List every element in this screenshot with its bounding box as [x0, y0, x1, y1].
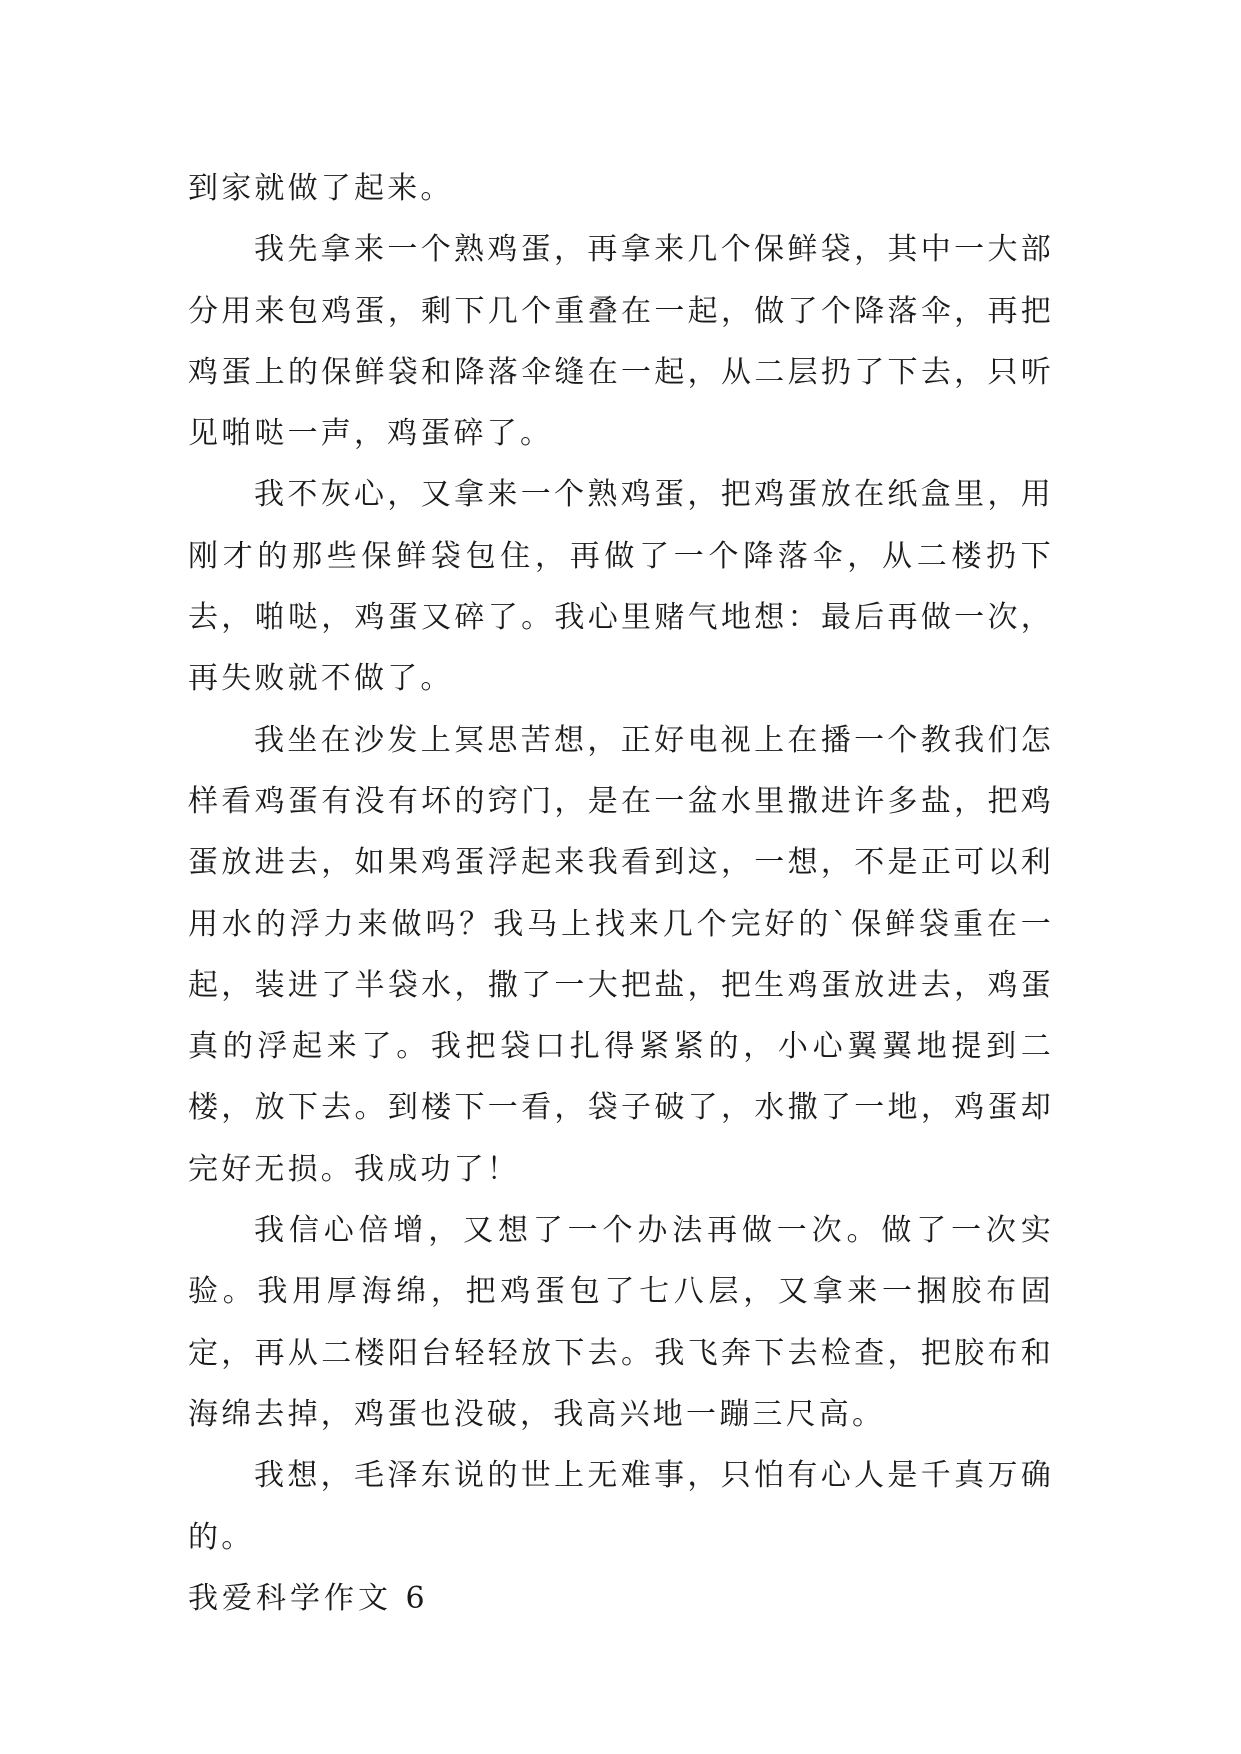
document-body	[188, 158, 1054, 1629]
paragraph-4: 我坐在沙发上冥思苦想，正好电视上在播一个教我们怎样看鸡蛋有没有坏的窍门，是在一盆水里撒进许多盐，把鸡蛋放进去，如果鸡蛋浮起来我看到这，一想，不是正可以利用水的浮力来做吗？我马上找来几个完好的`保鲜袋重在一起，装进了半袋水，撒了一大把盐，把生鸡蛋放进去，鸡蛋真的浮起来了。我把袋口扎得紧紧的，小心翼翼地提到二楼，放下去。到楼下一看，袋子破了，水撒了一地，鸡蛋却完好无损。我成功了！	[188, 722, 1054, 1187]
paragraph-1: 到家就做了起来。	[188, 171, 454, 206]
paragraph-5: 我信心倍增，又想了一个办法再做一次。做了一次实验。我用厚海绵，把鸡蛋包了七八层，又拿来一捆胶布固定，再从二楼阳台轻轻放下去。我飞奔下去检查，把胶布和海绵去掉，鸡蛋也没破，我高兴地一蹦三尺高。	[188, 1213, 1054, 1432]
paragraph-6: 我想，毛泽东说的世上无难事，只怕有心人是千真万确的。	[188, 1458, 1054, 1555]
paragraph-3: 我不灰心，又拿来一个熟鸡蛋，把鸡蛋放在纸盒里，用刚才的那些保鲜袋包住，再做了一个降落伞，从二楼扔下去，啪哒，鸡蛋又碎了。我心里赌气地想：最后再做一次，再失败就不做了。	[188, 477, 1054, 697]
paragraph-2: 我先拿来一个熟鸡蛋，再拿来几个保鲜袋，其中一大部分用来包鸡蛋，剩下几个重叠在一起，做了个降落伞，再把鸡蛋上的保鲜袋和降落伞缝在一起，从二层扔了下去，只听见啪哒一声，鸡蛋碎了。	[188, 232, 1054, 452]
section-heading: 我爱科学作文 6	[188, 1580, 429, 1616]
